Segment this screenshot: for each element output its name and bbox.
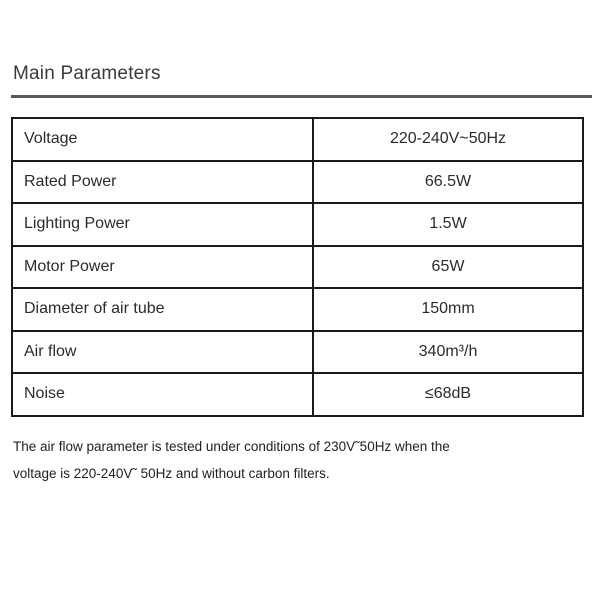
spec-value: 220-240V~50Hz — [313, 118, 583, 161]
table-row — [12, 203, 583, 246]
spec-value: 150mm — [313, 288, 583, 331]
footnote-line-1: The air flow parameter is tested under conditions of 230V˜50Hz when the — [13, 439, 450, 454]
spec-label: Noise — [12, 373, 313, 416]
table-row — [12, 373, 583, 416]
spec-value: 66.5W — [313, 161, 583, 204]
table-row — [12, 246, 583, 289]
spec-label: Lighting Power — [12, 203, 313, 246]
spec-label: Voltage — [12, 118, 313, 161]
table-row — [12, 118, 583, 161]
footnote-line-2: voltage is 220-240V˜ 50Hz and without carbon filters. — [13, 466, 330, 481]
parameters-table — [11, 117, 584, 417]
table-row — [12, 161, 583, 204]
title-underline-rule — [11, 95, 592, 98]
spec-value: 65W — [313, 246, 583, 289]
table-row — [12, 288, 583, 331]
spec-value: ≤68dB — [313, 373, 583, 416]
spec-value: 340m³/h — [313, 331, 583, 374]
spec-label: Air flow — [12, 331, 313, 374]
spec-value: 1.5W — [313, 203, 583, 246]
spec-label: Diameter of air tube — [12, 288, 313, 331]
page-title: Main Parameters — [13, 63, 161, 84]
table-row — [12, 331, 583, 374]
spec-label: Rated Power — [12, 161, 313, 204]
footnote — [13, 433, 573, 487]
spec-label: Motor Power — [12, 246, 313, 289]
